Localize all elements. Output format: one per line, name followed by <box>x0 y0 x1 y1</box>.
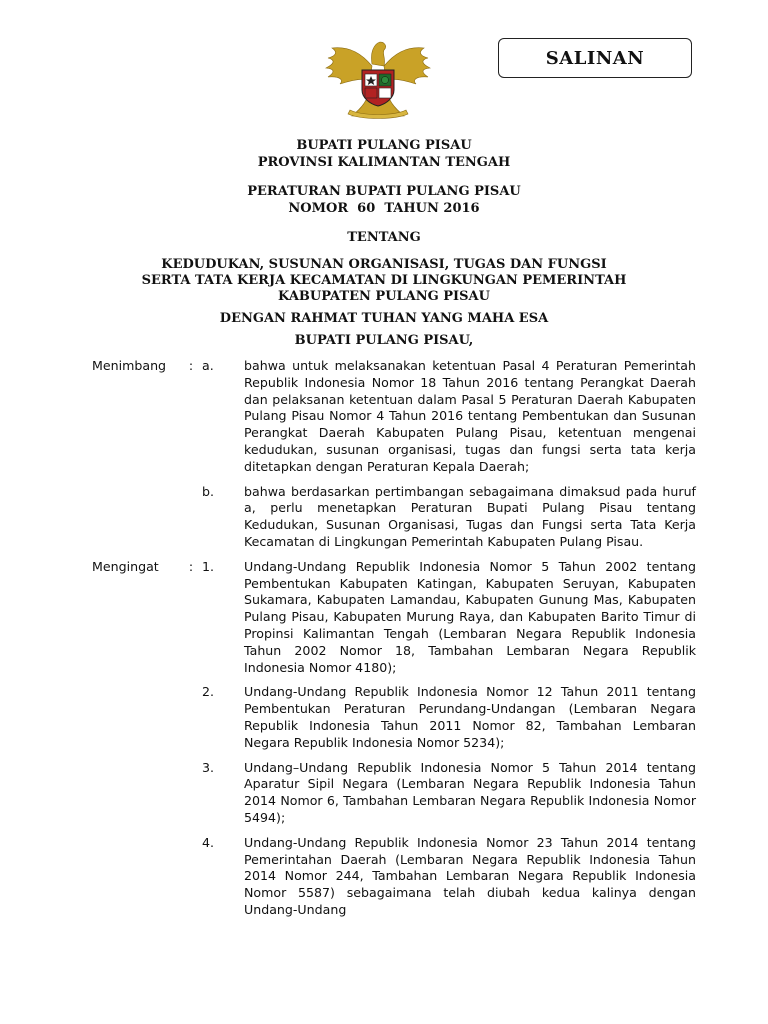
menimbang-item-a <box>92 358 696 476</box>
item-text: Undang–Undang Republik Indonesia Nomor 5 Tahun 2014 tentang Aparatur Sipil Negara (Lembaran Negara Republik Indonesia Tahun 2014 Nomor 6, Tambahan Lembaran Negara Republik Indonesia Nomor 5494); <box>244 759 696 825</box>
mengingat-label: Mengingat <box>92 558 159 574</box>
item-text: Undang-Undang Republik Indonesia Nomor 12 Tahun 2011 tentang Pembentukan Peraturan Perundang-Undangan (Lembaran Negara Republik Indonesia Tahun 2011 Nomor 82, Tambahan Lembaran Negara Republik Indonesia Nomor 5234); <box>244 684 696 750</box>
menimbang-label: Menimbang <box>92 358 167 373</box>
item-number: a. <box>202 358 214 373</box>
subject-line-3: KABUPATEN PULANG PISAU <box>278 289 490 304</box>
province-title: PROVINSI KALIMANTAN TENGAH <box>257 155 511 170</box>
regulation-title: PERATURAN BUPATI PULANG PISAU <box>247 184 521 199</box>
mengingat-item-4 <box>92 835 696 919</box>
menimbang-colon: : <box>188 358 194 373</box>
item-text: Undang-Undang Republik Indonesia Nomor 5 Tahun 2002 tentang Pembentukan Kabupaten Katingan, Kabupaten Seruyan, Kabupaten Sukamara, Kabupaten Lamandau, Kabupaten Gunung Mas, Kabupaten Pulang Pisau, Kabupaten Murung Raya, dan Kabupaten Barito Timur di Propinsi Kalimantan Tengah (Lembaran Negara Republik Indonesia Tahun 2002 Nomor 18, Tambahan Lembaran Negara Republik Indonesia Nomor 4180); <box>244 558 696 675</box>
blessing-line: DENGAN RAHMAT TUHAN YANG MAHA ESA <box>219 311 549 326</box>
item-number: 2. <box>202 684 215 700</box>
item-number: 3. <box>202 759 215 775</box>
menimbang-item-b <box>92 484 696 551</box>
item-text: bahwa untuk melaksanakan ketentuan Pasal 4 Peraturan Pemerintah Republik Indonesia Nomor 18 Tahun 2016 tentang Perangkat Daerah dan pelaksanan ketentuan dalam Pasal 5 Peraturan Daerah Kabupaten Pulang Pisau Nomor 4 Tahun 2016 tentang Pembentukan dan Susunan Perangkat Daerah Kabupaten Pulang Pisau, ketentuan mengenai kedudukan, susunan organisasi, tugas dan fungsi serta tata kerja ditetapkan dengan Peraturan Kepala Daerah; <box>244 358 696 474</box>
tentang-heading: TENTANG <box>347 230 421 245</box>
regulation-number: NOMOR 60 TAHUN 2016 <box>288 201 480 216</box>
garuda-emblem-icon <box>322 36 434 120</box>
item-text: Undang-Undang Republik Indonesia Nomor 23 Tahun 2014 tentang Pemerintahan Daerah (Lembaran Negara Republik Indonesia Tahun 2014 Nomor 244, Tambahan Lembaran Negara Republik Indonesia Nomor 5587) sebagaimana telah diubah kedua kalinya dengan Undang-Undang <box>244 834 696 917</box>
mengingat-item-3 <box>92 760 696 827</box>
mengingat-colon: : <box>188 558 194 574</box>
mengingat-item-2 <box>92 684 696 751</box>
item-number: b. <box>202 483 214 499</box>
mengingat-item-1 <box>92 559 696 677</box>
issuer-title: BUPATI PULANG PISAU <box>296 138 472 153</box>
item-number: 1. <box>202 558 215 574</box>
item-number: 4. <box>202 834 215 850</box>
document-body <box>92 358 696 919</box>
subject-line-1: KEDUDUKAN, SUSUNAN ORGANISASI, TUGAS DAN FUNGSI <box>161 257 607 272</box>
regent-line: BUPATI PULANG PISAU, <box>294 333 474 348</box>
subject-line-2: SERTA TATA KERJA KECAMATAN DI LINGKUNGAN PEMERINTAH <box>141 273 627 288</box>
salinan-stamp: SALINAN <box>498 38 692 78</box>
item-text: bahwa berdasarkan pertimbangan sebagaimana dimaksud pada huruf a, perlu menetapkan Peraturan Bupati Pulang Pisau tentang Kedudukan, Susunan Organisasi, Tugas dan Fungsi serta Tata Kerja Kecamatan di Lingkungan Pemerintah Kabupaten Pulang Pisau. <box>244 483 696 549</box>
